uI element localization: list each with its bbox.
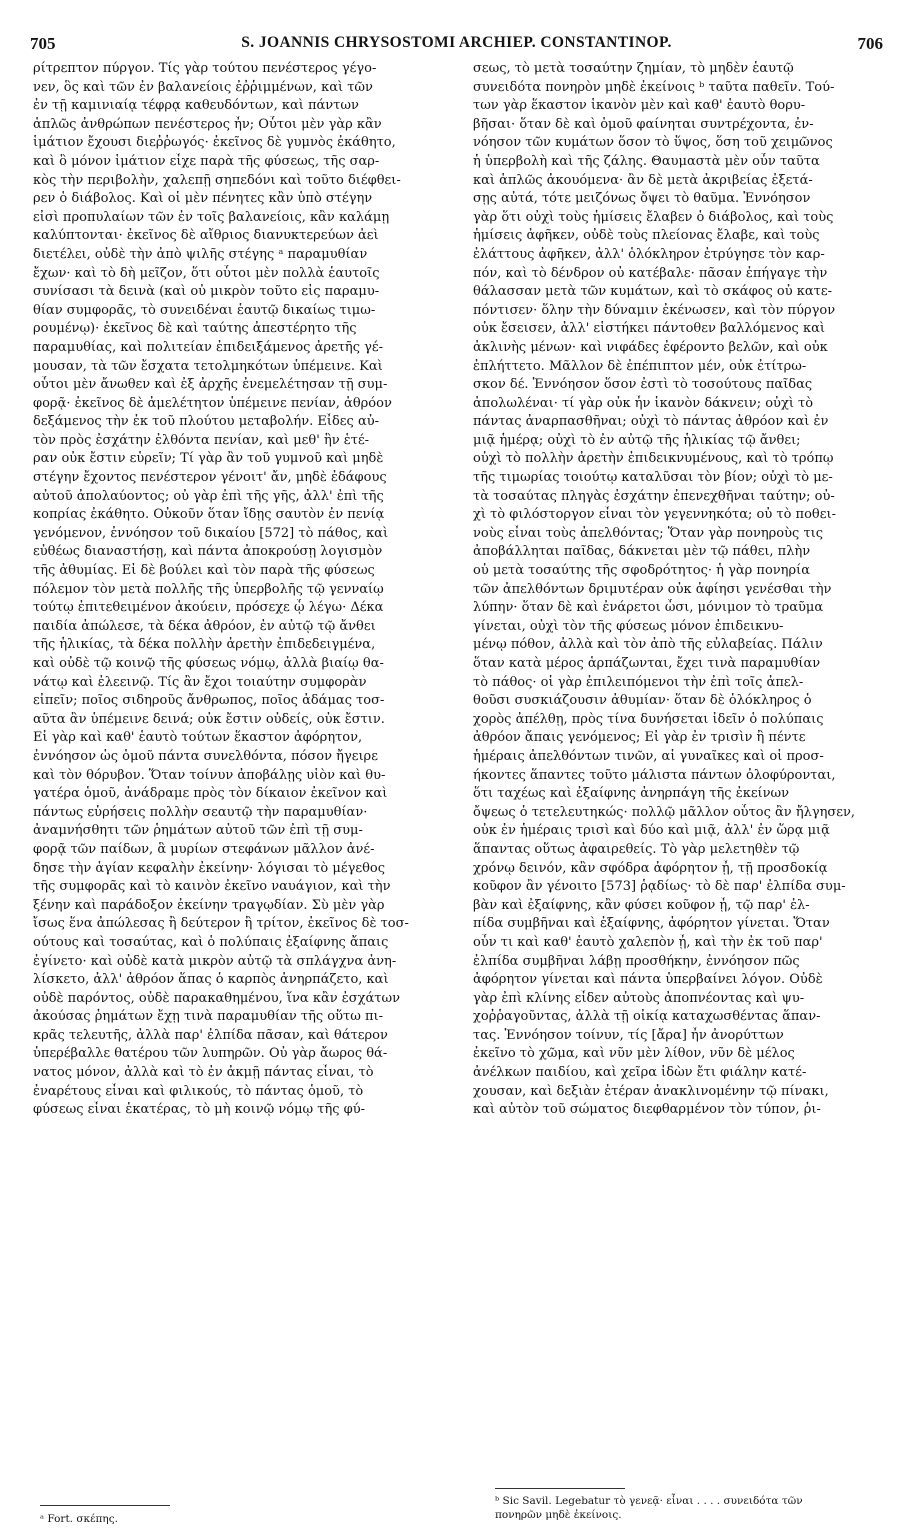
text-line: χρόνῳ δεινόν, κἂν σφόδρα ἀφόρητον ᾖ, τῇ προσδοκίᾳ: [473, 860, 828, 876]
text-line: χορὸς ἀπέλθῃ, πρὸς τίνα δυνήσεται ἰδεῖν ὁ πολύπαις: [473, 711, 824, 727]
text-line: οὐδὲ παρόντος, οὐδὲ παρακαθημένου, ἵνα κἂν ἐσχάτων: [33, 990, 400, 1006]
text-line: συνειδότα πονηρὸν μηδὲ ἐκείνοις ᵇ ταῦτα παθεῖν. Τού-: [473, 79, 835, 95]
text-line: μένῳ πόθον, ἀλλὰ καὶ τὸν ἀπὸ τῆς εὐλαβείας. Πάλιν: [473, 637, 823, 653]
text-line: νόησον τῶν κυμάτων ὅσον τὸ ὕψος, ὅση τοῦ χειμῶνος: [473, 135, 833, 151]
left-text-column: [33, 60, 461, 1120]
text-line: τὸ πάθος· οἱ γὰρ ἐπιλειπόμενοι τὴν ἐπὶ τοῖς ἀπελ-: [473, 674, 804, 690]
text-line: ρεν ὁ διάβολος. Καὶ οἱ μὲν πένητες κἂν ὑπὸ στέγην: [33, 191, 373, 207]
text-line: τὰ τοσαύτας πληγὰς ἐσχάτην ἐπενεχθῆναι ταύτην; οὐ-: [473, 488, 835, 504]
text-line: ἀφόρητον γίνεται καὶ πάντα ὑπερβαίνει λόγον. Οὐδὲ: [473, 972, 823, 988]
text-line: ὄψεως ὁ τετελευτηκώς· πολλῷ μᾶλλον οὗτος ἂν ἤλγησεν,: [473, 804, 856, 820]
page-number-right: 706: [857, 34, 883, 53]
text-line: βὰν καὶ ἐξαίφνης, κἂν φύσει κοῦφον ᾖ, τῷ παρ' ἐλ-: [473, 897, 810, 913]
text-line: γίνεται, οὐχὶ τὸν τῆς φύσεως μόνον ἐπιδεικνυ-: [473, 618, 784, 634]
text-line: νατος μόνον, ἀλλὰ καὶ τὸ ἐν ἀκμῇ πάντας εἶναι, τὸ: [33, 1065, 374, 1081]
text-line: χουσαν, καὶ δεξιὰν ἑτέραν ἀνακλινομένην τῷ πίνακι,: [473, 1083, 829, 1099]
text-line: τας. Ἐννόησον τοίνυν, τίς [ἄρα] ἦν ἀνορύττων: [473, 1027, 784, 1043]
text-line: δεξάμενος τὴν ἐκ τοῦ πλούτου μεταβολήν. Εἶδες αὐ-: [33, 414, 380, 430]
text-line: ἅπαντας οὕτως ἀφαιρεθείς. Τὸ γὰρ μελετηθὲν τῷ: [473, 841, 800, 857]
text-line: φορᾷ τῶν παίδων, ἃ μυρίων στεφάνων μᾶλλον ἀνέ-: [33, 841, 375, 857]
footnote-rule-right: [495, 1488, 625, 1489]
text-line: ὅτι ταχέως καὶ ἐξαίφνης ἀνηρπάγη τῆς ἐκείνων: [473, 786, 790, 802]
text-line: εὐθέως διαναστήσῃ, καὶ πάντα ἀποκρούσῃ λογισμὸν: [33, 544, 383, 560]
text-line: ἐκεῖνο τὸ χῶμα, καὶ νῦν μὲν λίθον, νῦν δὲ μέλος: [473, 1046, 795, 1062]
text-line: ξένην καὶ παράδοξον ἐκείνην τραγῳδίαν. Σὺ μὲν γὰρ: [33, 897, 385, 913]
text-line: ούτους καὶ τοσαύτας, καὶ ὁ πολύπαις ἐξαίφνης ἄπαις: [33, 934, 389, 950]
text-line: σκον δέ. Ἐννόησον ὅσον ἐστὶ τὸ τοσούτους παῖδας: [473, 377, 813, 393]
page-number-left: 705: [30, 34, 56, 53]
right-text-column: [473, 60, 893, 1120]
text-line: φύσεως εἶναι ἑκατέρας, τὸ μὴ κοινῷ νόμῳ τῆς φύ-: [33, 1102, 366, 1118]
text-line: πάντας ἀναρπασθῆναι; οὐχὶ τὸ πάντας ἀθρόον καὶ ἐν: [473, 414, 829, 430]
text-line: ἀπολωλέναι· τί γὰρ οὐκ ἦν ἱκανὸν δάκνειν; οὐχὶ τὸ: [473, 395, 814, 411]
text-line: γὰρ ὅτι οὐχὶ τοὺς ἡμίσεις ἔλαβεν ὁ διάβολος, καὶ τοὺς: [473, 209, 834, 225]
footnote-b-line: ᵇ Sic Savil. Legebatur τὸ γενεᾷ· εἶναι . . . . συνειδότα τῶν: [495, 1495, 803, 1507]
text-line: στέγην ἔχοντος πενέστερον γένοιτ' ἄν, μηδὲ ἐδάφους: [33, 470, 387, 486]
text-line: τῶν ἀπελθόντων δριμυτέραν οὐκ ἀφίησι γενέσθαι τὴν: [473, 581, 832, 597]
text-line: αῦτα ἂν ὑπέμεινε δεινά; οὐκ ἔστιν οὐδείς, οὐκ ἔστιν.: [33, 711, 385, 727]
text-line: ἁπλῶς ἀνθρώπων πενέστερος ἦν; Οὗτοι μὲν γὰρ κἂν: [33, 116, 382, 132]
text-line: λίσκετο, ἀλλ' ἀθρόον ἅπας ὁ καρπὸς ἀνηρπάζετο, καὶ: [33, 972, 389, 988]
text-line: οὐκ ἔσεισεν, ἀλλ' εἱστήκει πάντοθεν βαλλόμενος καὶ: [473, 321, 825, 337]
text-line: θοῦσι συσκιάζουσιν ἀθυμίαν· ὅταν δὲ ὁλόκληρος ὁ: [473, 693, 812, 709]
text-line: καὶ ἁπλῶς ἀκουόμενα· ἂν δὲ μετὰ ἀκριβείας ἐξετά-: [473, 172, 813, 188]
text-line: οὐκ ἐν ἡμέραις τρισὶ καὶ δύο καὶ μιᾷ, ἀλλ' ἐν ὥρᾳ μιᾷ: [473, 823, 830, 839]
text-line: εἰπεῖν; ποῖος σιδηροῦς ἄνθρωπος, ποῖος ἀδάμας τοσ-: [33, 693, 385, 709]
text-line: λύπην· ὅταν δὲ καὶ ἐνάρετοι ὦσι, μόνιμον τὸ τραῦμα: [473, 600, 824, 616]
text-line: μιᾷ ἡμέρᾳ; οὐχὶ τὸ ἐν αὐτῷ τῆς ἡλικίας τῷ ἄνθει;: [473, 432, 801, 448]
text-line: ἀναμνήσθητι τῶν ῥημάτων αὐτοῦ τῶν ἐπὶ τῇ συμ-: [33, 823, 363, 839]
text-line: διετέλει, οὐδὲ τὴν ἀπὸ ψιλῆς στέγης ᵃ παραμυθίαν: [33, 246, 368, 262]
text-line: ἐπλήττετο. Μᾶλλον δὲ ἐπέπιπτον μέν, οὐκ ἐτίτρω-: [473, 358, 807, 374]
text-line: ἐλπίδα συμβῆναι λάβῃ προσθήκην, ἐννόησον πῶς: [473, 953, 800, 969]
text-line: ἱμάτιον ἔχουσι διεῤῥωγός· ἐκεῖνος δὲ γυμνὸς ἐκάθητο,: [33, 135, 396, 151]
text-line: Εἰ γὰρ καὶ καθ' ἑαυτὸ τούτων ἕκαστον ἀφόρητον,: [33, 730, 363, 746]
text-line: πόν, καὶ τὸ δένδρον οὐ κατέβαλε· πᾶσαν ἐπήγαγε τὴν: [473, 265, 828, 281]
text-line: φορᾷ· ἐκεῖνος δὲ ἀμελέτητον ὑπέμεινε πενίαν, ἀθρόον: [33, 395, 392, 411]
text-line: ὑπερέβαλλε θατέρου τῶν λυπηρῶν. Οὐ γὰρ ἄωρος θά-: [33, 1046, 388, 1062]
text-line: νοὺς εἶναι τοὺς ἀπελθόντας; Ὅταν γὰρ πονηροὺς τις: [473, 525, 824, 541]
text-line: χὶ τὸ φιλόστοργον εἶναι τὸν γεγεννηκότα; οὐ τὸ ποθει-: [473, 507, 836, 523]
footnote-b-line: πονηρῶν μηδὲ ἐκείνοις.: [495, 1509, 622, 1521]
text-line: τῆς συμφορᾶς καὶ τὸ καινὸν ἐκεῖνο ναυάγιον, καὶ τὴν: [33, 879, 391, 895]
text-line: γενόμενον, ἐννόησον τοῦ δικαίου [572] τὸ πάθος, καὶ: [33, 525, 389, 541]
page-header: [30, 34, 883, 58]
text-line: ἐλάττους ἀφῆκεν, ἀλλ' ὁλόκληρον ἐτρύγησε τὸν καρ-: [473, 246, 825, 262]
text-line: ρουμένῳ)· ἐκεῖνος δὲ καὶ ταύτης ἀπεστέρητο τῆς: [33, 321, 357, 337]
text-line: ἀκλινὴς μένων· καὶ νιφάδες ἐφέροντο βελῶν, καὶ οὐκ: [473, 339, 828, 355]
text-line: ἀνέλκων παιδίου, καὶ χεῖρα ἰδὼν ἔτι φιάλην κατέ-: [473, 1065, 807, 1081]
text-line: ἡμέραις ἀπελθόντων τινῶν, αἱ γυναῖκες καὶ οἱ προσ-: [473, 748, 824, 764]
text-line: πόλεμον τὸν μετὰ πολλῆς τῆς ὑπερβολῆς τῷ γενναίῳ: [33, 581, 384, 597]
text-line: των γὰρ ἕκαστον ἱκανὸν μὲν καὶ καθ' ἑαυτὸ θορυ-: [473, 98, 806, 114]
footnote-rule-left: [40, 1505, 170, 1506]
text-line: πάντως εὑρήσεις πολλὴν σεαυτῷ τὴν παραμυθίαν·: [33, 804, 368, 820]
text-line: γατέρα ὁμοῦ, ἀνάδραμε πρὸς τὸν δίκαιον ἐκεῖνον καὶ: [33, 786, 388, 802]
text-line: χοῤῥαγοῦντας, ἀλλὰ τῇ οἰκίᾳ καταχωσθέντας ἅπαν-: [473, 1009, 821, 1025]
text-line: κρᾶς τελευτῆς, ἀλλὰ παρ' ἐλπίδα πᾶσαν, καὶ θάτερον: [33, 1027, 388, 1043]
text-line: σῃς αὐτά, τότε μειζόνως ὄψει τὸ θαῦμα. Ἐννόησον: [473, 191, 811, 207]
footnote-b: [495, 1494, 803, 1522]
text-line: τούτῳ ἐπιτεθειμένον ἀκούειν, πρόσεχε ᾧ λέγω· Δέκα: [33, 600, 384, 616]
text-line: ἡμίσεις ἀφῆκεν, οὐδὲ τοὺς πλείονας ἔλαβε, καὶ τοὺς: [473, 228, 820, 244]
text-line: ἡ ὑπερβολὴ καὶ τῆς ζάλης. Θαυμαστὰ μὲν οὖν ταῦτα: [473, 153, 820, 169]
text-line: θάλασσαν μετὰ τῶν κυμάτων, καὶ τὸ σκάφος οὐ κατε-: [473, 284, 833, 300]
text-line: ὅταν κατὰ μέρος ἁρπάζωνται, ἔχει τινὰ παραμυθίαν: [473, 656, 821, 671]
text-line: κοῦφον ἂν γένοιτο [573] ῥᾳδίως· τὸ δὲ παρ' ἐλπίδα συμ-: [473, 879, 846, 895]
text-line: συνίσασι τὰ δεινὰ (καὶ οὐ μικρὸν τοῦτο εἰς παραμυ-: [33, 284, 380, 300]
text-line: θίαν συμφορᾶς, τὸ συνειδέναι ἑαυτῷ δικαίως τιμω-: [33, 302, 376, 318]
text-line: πίδα συμβῆναι καὶ ἐξαίφνης, ἀφόρητον γίνεται. Ὅταν: [473, 916, 830, 932]
text-line: ἴσως ἕνα ἀπώλεσας ἢ δεύτερον ἢ τρίτον, ἐκεῖνος δὲ τοσ-: [33, 916, 409, 932]
text-line: καὶ οὐδὲ τῷ κοινῷ τῆς φύσεως νόμῳ, ἀλλὰ βιαίῳ θα-: [33, 656, 384, 671]
text-line: ἀθρόον ἄπαις γενόμενος; Εἰ γὰρ ἐν τρισὶν ἢ πέντε: [473, 730, 806, 746]
text-line: τῆς τιμωρίας τοιούτῳ καταλῦσαι τὸν βίον; οὐχὶ τὸ με-: [473, 470, 833, 486]
text-line: ἀποβάλληται παῖδας, δάκνεται μὲν τῷ πάθει, πλὴν: [473, 544, 811, 560]
text-line: δησε τὴν ἁγίαν κεφαλὴν ἐκείνην· λόγισαι τὸ μέγεθος: [33, 860, 386, 876]
text-line: αὐτοῦ ἀπολαύοντος; οὐ γὰρ ἐπὶ τῆς γῆς, ἀλλ' ἐπὶ τῆς: [33, 488, 384, 504]
text-line: νάτῳ καὶ ἐλεεινῷ. Τίς ἂν ἔχοι τοιαύτην συμφορὰν: [33, 674, 367, 690]
running-title: S. JOANNIS CHRYSOSTOMI ARCHIEP. CONSTANTINOP.: [241, 34, 672, 51]
text-line: τῆς ἀθυμίας. Εἰ δὲ βούλει καὶ τὸν παρὰ τῆς φύσεως: [33, 563, 375, 579]
text-line: βῆσαι· ὅταν δὲ καὶ ὁμοῦ φαίνηται συντρέχοντα, ἐν-: [473, 116, 814, 132]
text-line: ραν οὐκ ἔστιν εὑρεῖν; Τί γὰρ ἂν τοῦ γυμνοῦ καὶ μηδὲ: [33, 451, 384, 467]
text-line: τῆς ἡλικίας, τὰ δέκα πολλὴν ἀρετὴν ἐπιδεδειγμένα,: [33, 637, 376, 653]
text-line: καλύπτονται· ἐκεῖνος δὲ αἴθριος διανυκτερεύων ἀεὶ: [33, 228, 379, 244]
text-line: εἰσὶ προπυλαίων τῶν ἐν τοῖς βαλανείοις, κἂν καλάμῃ: [33, 209, 390, 225]
text-line: ἐννόησον ὡς ὁμοῦ πάντα συνελθόντα, πόσον ἤγειρε: [33, 748, 378, 764]
text-line: ἐν τῇ καμινιαίᾳ τέφρᾳ καθευδόντων, καὶ πάντων: [33, 98, 359, 114]
text-line: οὗτοι μὲν ἄνωθεν καὶ ἐξ ἀρχῆς ἐνεμελέτησαν τῇ συμ-: [33, 377, 388, 393]
text-line: παιδία ἀπώλεσε, τὰ δέκα ἀθρόον, ἐν αὐτῷ τῷ ἄνθει: [33, 618, 376, 634]
text-line: ἔχων· καὶ τὸ δὴ μεῖζον, ὅτι οὗτοι μὲν πολλὰ ἑαυτοῖς: [33, 265, 380, 281]
text-line: οὐ μετὰ τοσαύτης τῆς σφοδρότητος· ἡ γὰρ πονηρία: [473, 563, 810, 579]
text-line: καὶ αὐτὸν τοῦ σώματος διεφθαρμένον τὸν τύπον, ῥι-: [473, 1102, 821, 1118]
text-line: γὰρ ἐπὶ κλίνης εἶδεν αὐτοὺς ἀποπνέοντας καὶ ψυ-: [473, 990, 805, 1006]
text-line: οὐχὶ τὸ πολλὴν ἀρετὴν ἐπιδεικνυμένους, καὶ τὸ τρόπῳ: [473, 451, 834, 467]
text-line: ἐγίνετο· καὶ οὐδὲ κατὰ μικρὸν αὐτῷ τὰ σπλάγχνα ἀνη-: [33, 953, 397, 969]
footnote-a: ᵃ Fort. σκέπης.: [40, 1513, 118, 1525]
text-line: ρίτρεπτον πύργον. Τίς γὰρ τούτου πενέστερος γέγο-: [33, 61, 377, 76]
text-line: κὸς τὴν περιβολὴν, χαλεπῇ σηπεδόνι καὶ τοῦτο διέφθει-: [33, 172, 401, 188]
text-line: ἐναρέτους εἶναι καὶ φιλικούς, τὸ πάντας ὁμοῦ, τὸ: [33, 1083, 364, 1099]
text-line: καὶ ὃ μόνον ἱμάτιον εἶχε παρὰ τῆς φύσεως, τῆς σαρ-: [33, 153, 380, 169]
text-line: παραμυθίας, καὶ πολιτείαν ἐπιδειξάμενος ἀρετῆς γέ-: [33, 339, 384, 355]
text-line: σεως, τὸ μετὰ τοσαύτην ζημίαν, τὸ μηδὲν ἑαυτῷ: [473, 61, 794, 76]
text-line: ήκοντες ἅπαντες τοῦτο μάλιστα πάντων ὀλοφύρονται,: [473, 767, 836, 783]
text-line: οὖν τι καὶ καθ' ἑαυτὸ χαλεπὸν ᾖ, καὶ τὴν ἐκ τοῦ παρ': [473, 934, 823, 950]
text-line: πόντισεν· ὅλην τὴν δύναμιν ἐκένωσεν, καὶ τὸν πύργον: [473, 302, 836, 318]
text-line: καὶ τὸν θόρυβον. Ὅταν τοίνυν ἀποβάλῃς υἱὸν καὶ θυ-: [33, 767, 386, 783]
text-line: μουσαν, τὰ τῶν ἔσχατα τετολμηκότων ὑπέμεινε. Καὶ: [33, 358, 383, 374]
text-line: ἀκούσας ῥημάτων ἔχῃ τινὰ παραμυθίαν τῆς οὕτω πι-: [33, 1009, 383, 1025]
text-line: τὸν πρὸς ἐσχάτην ἐλθόντα πενίαν, καὶ μεθ' ἣν ἑτέ-: [33, 432, 370, 448]
text-line: νεν, ὃς καὶ τῶν ἐν βαλανείοις ἐῤῥιμμένων, καὶ τῶν: [33, 79, 373, 95]
text-line: κοπρίας ἐκάθητο. Οὐκοῦν ὅταν ἴδῃς σαυτὸν ἐν πενίᾳ: [33, 507, 385, 523]
